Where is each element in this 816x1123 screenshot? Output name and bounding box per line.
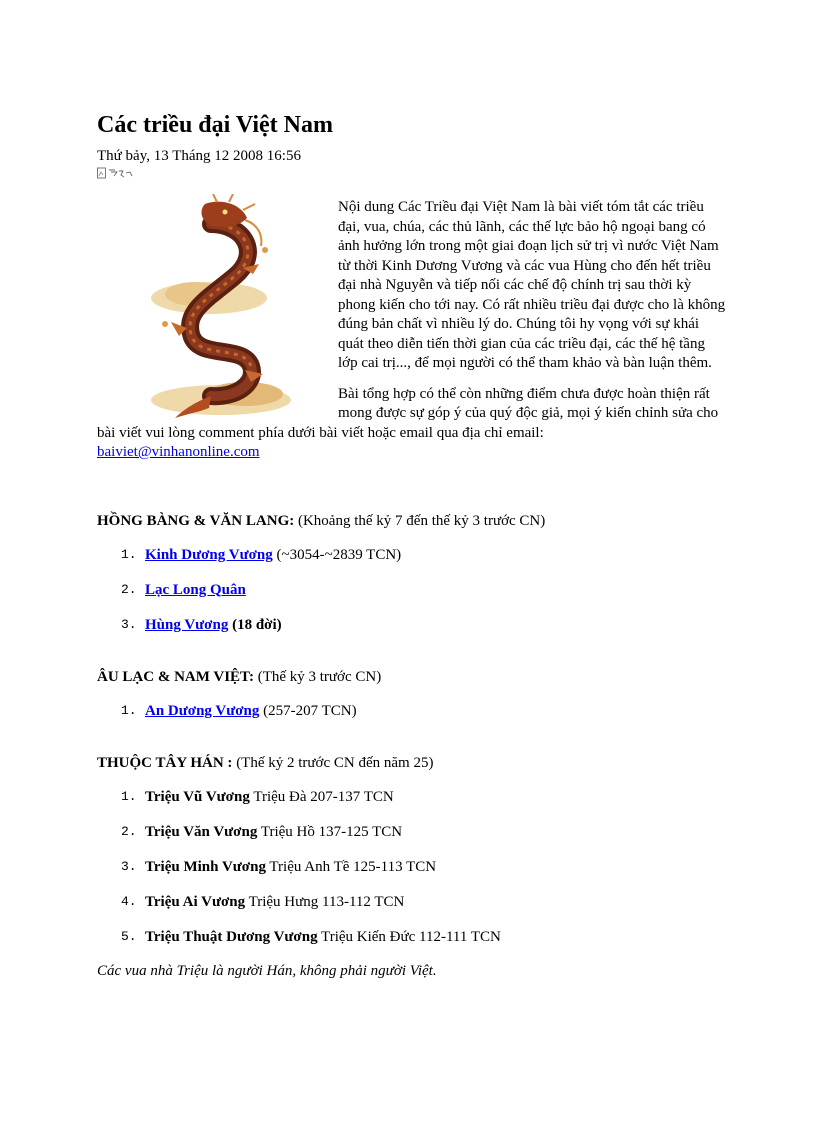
king-name: Triệu Minh Vương [145, 858, 266, 875]
dragon-illustration [125, 194, 323, 422]
list-item [97, 927, 727, 947]
note-text: Các vua nhà Triệu là người Hán, không phải người Việt. [97, 962, 437, 979]
section-period: (Thế kỷ 3 trước CN) [253, 668, 382, 685]
king-name: Triệu Thuật Dương Vương [145, 928, 318, 945]
list-number: 5. [121, 928, 137, 944]
list-number: 3. [121, 858, 137, 874]
list-number: 1. [121, 702, 137, 718]
list-tay-han [97, 787, 727, 947]
link-kinh-duong-vuong[interactable]: Kinh Dương Vương [145, 546, 273, 563]
item-detail: Triệu Kiến Đức 112-111 TCN [317, 928, 501, 945]
list-item [97, 787, 727, 807]
link-an-duong-vuong[interactable]: An Dương Vương [145, 702, 260, 719]
list-item [97, 615, 727, 635]
section-heading: ÂU LẠC & NAM VIỆT: [97, 668, 254, 685]
list-number: 3. [121, 616, 137, 632]
list-item [97, 822, 727, 842]
item-detail: (18 đời) [228, 616, 282, 633]
king-name: Triệu Văn Vương [145, 823, 258, 840]
article [97, 110, 727, 996]
section-heading: HỒNG BÀNG & VĂN LANG: [97, 512, 295, 529]
item-detail: Triệu Hưng 113-112 TCN [245, 893, 405, 910]
list-number: 1. [121, 788, 137, 804]
section-title-au-lac [97, 667, 727, 687]
section-heading: THUỘC TÂY HÁN : [97, 754, 233, 771]
list-au-lac [97, 701, 727, 721]
intro-paragraph-2-text: Bài tổng hợp có thể còn những điểm chưa được hoàn thiện rất mong được sự góp ý của quý độc giả, mọi ý kiến chỉnh sửa cho bài viết vui lòng comment phía dưới bài viết hoặc email qua địa chỉ email: [97, 385, 719, 441]
article-date: Thứ bảy, 13 Tháng 12 2008 16:56 [97, 148, 301, 164]
list-item [97, 545, 727, 565]
list-number: 2. [121, 823, 137, 839]
item-detail: Triệu Đà 207-137 TCN [249, 788, 394, 805]
list-hong-bang [97, 545, 727, 635]
broken-image-icon [97, 167, 135, 179]
section-title-tay-han [97, 753, 727, 773]
item-detail: (257-207 TCN) [259, 702, 357, 719]
list-item [97, 701, 727, 721]
item-detail: Triệu Anh Tề 125-113 TCN [265, 858, 437, 875]
section-period: (Khoảng thế kỷ 7 đến thế kỷ 3 trước CN) [294, 512, 546, 529]
email-link[interactable]: baiviet@vinhanonline.com [97, 444, 260, 460]
intro-paragraph-1: Nội dung Các Triều đại Việt Nam là bài viết tóm tắt các triều đại, vua, chúa, các thủ lãnh, các thế lực bảo hộ ngoại bang có ảnh hưởng lớn trong một giai đoạn lịch sử trị vì nước Việt Nam từ thời Kinh Dương Vương và các vua Hùng cho đến hết triều đại nhà Nguyễn và tiếp nối các chế độ chính trị sau thời kỳ phong kiến cho tới nay. Có rất nhiều triều đại được cho là không đúng bản chất vì nhiều lý do. Chúng tôi hy vọng với sự khái quát theo diễn tiến thời gian của các triều đại, các thế hệ tầng lớp cai trị..., để mọi người có thể tham khảo và bàn luận thêm. [338, 199, 726, 371]
king-name: Triệu Vũ Vương [145, 788, 250, 805]
section-period: (Thế kỷ 2 trước CN đến năm 25) [232, 754, 434, 771]
list-item [97, 892, 727, 912]
list-number: 2. [121, 581, 137, 597]
link-lac-long-quan[interactable]: Lạc Long Quân [145, 581, 246, 598]
list-number: 1. [121, 546, 137, 562]
item-detail: (~3054-~2839 TCN) [272, 546, 402, 563]
list-number: 4. [121, 893, 137, 909]
intro-section [97, 198, 727, 463]
page-title: Các triều đại Việt Nam [97, 112, 333, 138]
list-item [97, 857, 727, 877]
link-hung-vuong[interactable]: Hùng Vương [145, 616, 229, 633]
king-name: Triệu Ai Vương [145, 893, 246, 910]
list-item [97, 580, 727, 600]
section-title-hong-bang [97, 511, 727, 531]
item-detail: Triệu Hồ 137-125 TCN [257, 823, 403, 840]
